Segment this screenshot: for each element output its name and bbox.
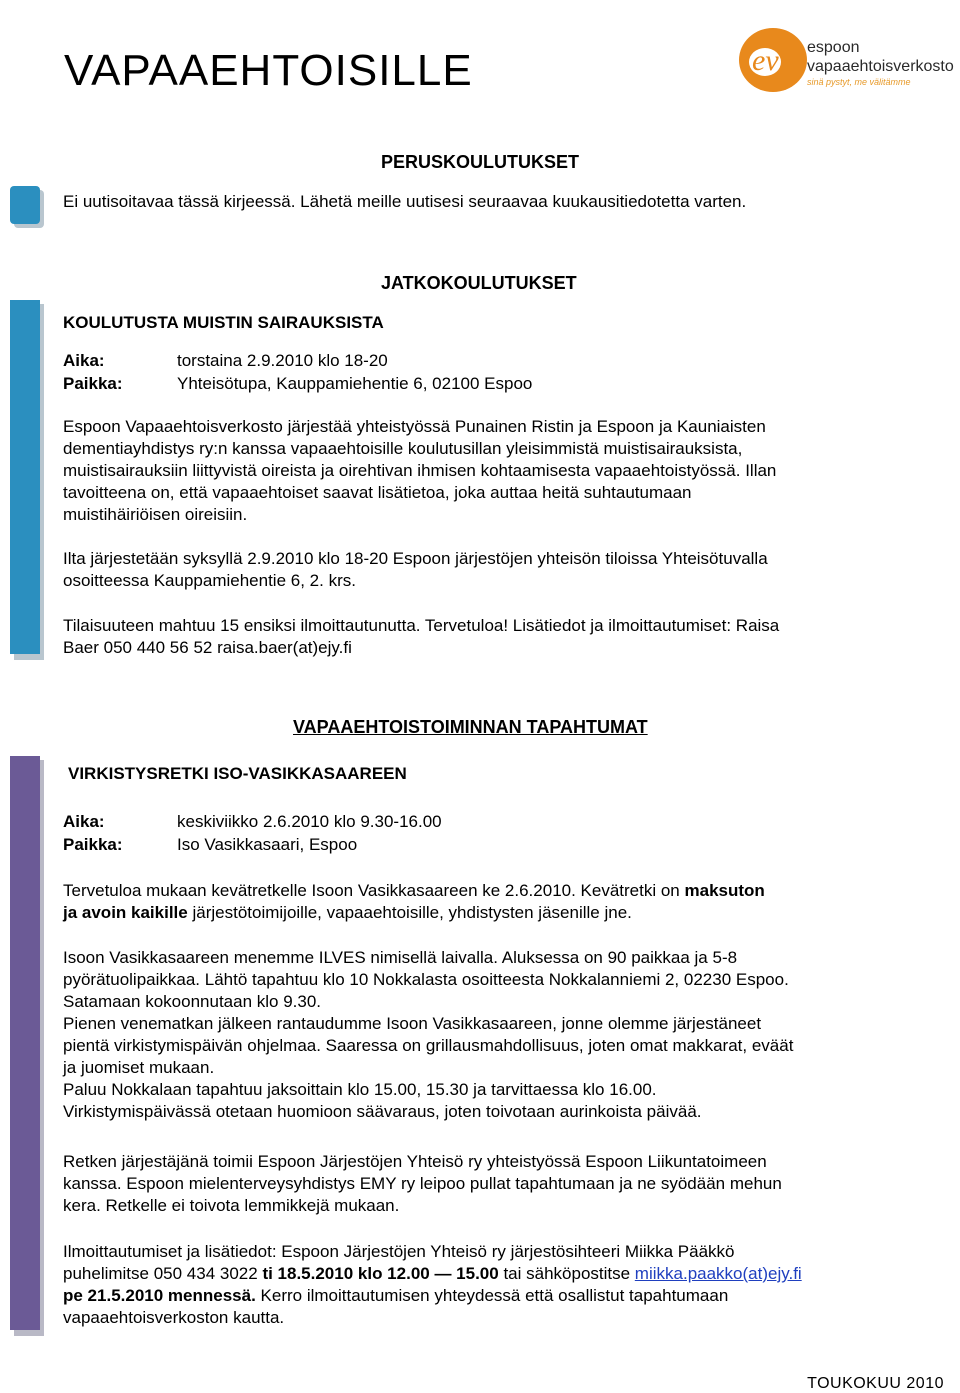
paikka-value: Yhteisötupa, Kauppamiehentie 6, 02100 Espoo [177, 374, 533, 393]
emphasis-open: ja avoin kaikille [63, 903, 188, 922]
page-title: VAPAAEHTOISILLE [64, 46, 473, 95]
deadline: pe 21.5.2010 mennessä. [63, 1286, 256, 1305]
paikka-value: Iso Vasikkasaari, Espoo [177, 835, 358, 854]
text-line: pientä virkistymispäivän ohjelmaa. Saaressa on grillausmahdollisuus, joten omat makkarat, eväät [63, 1036, 794, 1055]
logo-tagline: sinä pystyt, me välitämme [807, 77, 911, 87]
jatko-paikka [63, 373, 532, 395]
text-line: muistihäiriöisen oireisiin. [63, 505, 248, 524]
text-line: Virkistymispäivässä otetaan huomioon säävaraus, joten toivotaan aurinkoista päivää. [63, 1102, 702, 1121]
text-line: Ilmoittautumiset ja lisätiedot: Espoon Järjestöjen Yhteisö ry järjestösihteeri Miikka Pääkkö [63, 1242, 735, 1261]
tapahtumat-paragraph-1 [63, 880, 923, 924]
text-line [63, 1285, 923, 1307]
text-line: Satamaan kokoonnutaan klo 9.30. [63, 992, 322, 1011]
logo-line1: espoon [807, 39, 860, 56]
text-line: Tilaisuuteen mahtuu 15 ensiksi ilmoittautunutta. Tervetuloa! Lisätiedot ja ilmoittautumiset: Raisa [63, 616, 780, 635]
jatko-heading: JATKOKOULUTUKSET [381, 273, 577, 293]
aika-label: Aika: [63, 812, 105, 831]
aika-value: keskiviikko 2.6.2010 klo 9.30-16.00 [177, 812, 442, 831]
text-span: Tervetuloa mukaan kevätretkelle Isoon Vasikkasaareen ke 2.6.2010. Kevätretki on [63, 881, 685, 900]
text-line: dementiayhdistys ry:n kanssa vapaaehtoisille koulutusillan yleisimmistä muistisairauksista, [63, 439, 743, 458]
perus-heading: PERUSKOULUTUKSET [381, 152, 580, 172]
tapahtumat-paragraph-3 [63, 1151, 923, 1217]
logo-text [807, 38, 954, 88]
registration-time: ti 18.5.2010 klo 12.00 — 15.00 [262, 1264, 499, 1283]
text-line [63, 880, 923, 902]
perus-text: Ei uutisoitavaa tässä kirjeessä. Lähetä meille uutisesi seuraavaa kuukausitiedotetta varten. [63, 192, 747, 211]
logo-line2: vapaaehtoisverkosto [807, 58, 954, 75]
jatko-aika [63, 350, 388, 372]
emphasis-free: maksuton [684, 881, 765, 900]
tapahtumat-paragraph-4 [63, 1241, 923, 1329]
text-line: vapaaehtoisverkoston kautta. [63, 1308, 285, 1327]
text-span: tai sähköpostitse [498, 1264, 635, 1283]
text-span: Kerro ilmoittautumisen yhteydessä että osallistut tapahtumaan [255, 1286, 729, 1305]
text-line: Isoon Vasikkasaareen menemme ILVES nimisellä laivalla. Aluksessa on 90 paikkaa ja 5-8 [63, 948, 738, 967]
text-span: järjestötoimijoille, vapaaehtoisille, yhdistysten jäsenille jne. [187, 903, 632, 922]
logo-letters: ev [752, 44, 779, 77]
text-line: osoitteessa Kauppamiehentie 6, 2. krs. [63, 571, 356, 590]
text-line: Paluu Nokkalaan tapahtuu jaksoittain klo 15.00, 15.30 ja tarvittaessa klo 16.00. [63, 1080, 657, 1099]
jatko-event-title: KOULUTUSTA MUISTIN SAIRAUKSISTA [63, 313, 384, 332]
text-line: ja juomiset mukaan. [63, 1058, 215, 1077]
footer-date: TOUKOKUU 2010 [807, 1375, 944, 1392]
text-line: Baer 050 440 56 52 raisa.baer(at)ejy.fi [63, 638, 352, 657]
jatko-paragraph-2 [63, 548, 923, 592]
jatko-paragraph-3 [63, 615, 923, 659]
text-span: puhelimitse 050 434 3022 [63, 1264, 263, 1283]
tapahtumat-aika [63, 811, 442, 833]
text-line: pyörätuolipaikkaa. Lähtö tapahtuu klo 10 Nokkalasta osoitteesta Nokkalanniemi 2, 02230 Espoo. [63, 970, 789, 989]
text-line: Retken järjestäjänä toimii Espoon Järjestöjen Yhteisö ry yhteistyössä Espoon Liikuntatoimeen [63, 1152, 767, 1171]
text-line [63, 1263, 923, 1285]
section-bar-purple [10, 756, 46, 1341]
tapahtumat-event-title: VIRKISTYSRETKI ISO-VASIKKASAAREEN [68, 764, 407, 783]
text-line: Ilta järjestetään syksyllä 2.9.2010 klo 18-20 Espoon järjestöjen yhteisön tiloissa Yhteisötuvalla [63, 549, 768, 568]
tapahtumat-heading: VAPAAEHTOISTOIMINNAN TAPAHTUMAT [293, 717, 648, 737]
tapahtumat-paikka [63, 834, 357, 856]
text-line: Pienen venematkan jälkeen rantaudumme Isoon Vasikkasaareen, jonne olemme järjestäneet [63, 1014, 762, 1033]
text-line: Espoon Vapaaehtoisverkosto järjestää yhteistyössä Punainen Ristin ja Espoon ja Kauniaisten [63, 417, 766, 436]
text-line: kanssa. Espoon mielenterveysyhdistys EMY ry leipoo pullat tapahtumaan ja ne syödään mehun [63, 1174, 782, 1193]
text-line [63, 902, 923, 924]
jatko-paragraph-1 [63, 416, 923, 526]
aika-value: torstaina 2.9.2010 klo 18-20 [177, 351, 388, 370]
section-bar-blue [10, 300, 46, 665]
paikka-label: Paikka: [63, 374, 123, 393]
tapahtumat-paragraph-2 [63, 947, 923, 1123]
paikka-label: Paikka: [63, 835, 123, 854]
document-icon-blue [10, 186, 46, 235]
text-line: kera. Retkelle ei toivota lemmikkejä mukaan. [63, 1196, 400, 1215]
text-line: tavoitteena on, että vapaaehtoiset saavat lisätietoa, joka auttaa heitä suhtautumaan [63, 483, 692, 502]
text-line: muistisairauksiin liittyvistä oireista ja oirehtivan ihmisen kohtaamisesta vapaaehtoistyössä. Illan [63, 461, 777, 480]
email-link[interactable]: miikka.paakko(at)ejy.fi [634, 1264, 802, 1283]
aika-label: Aika: [63, 351, 105, 370]
